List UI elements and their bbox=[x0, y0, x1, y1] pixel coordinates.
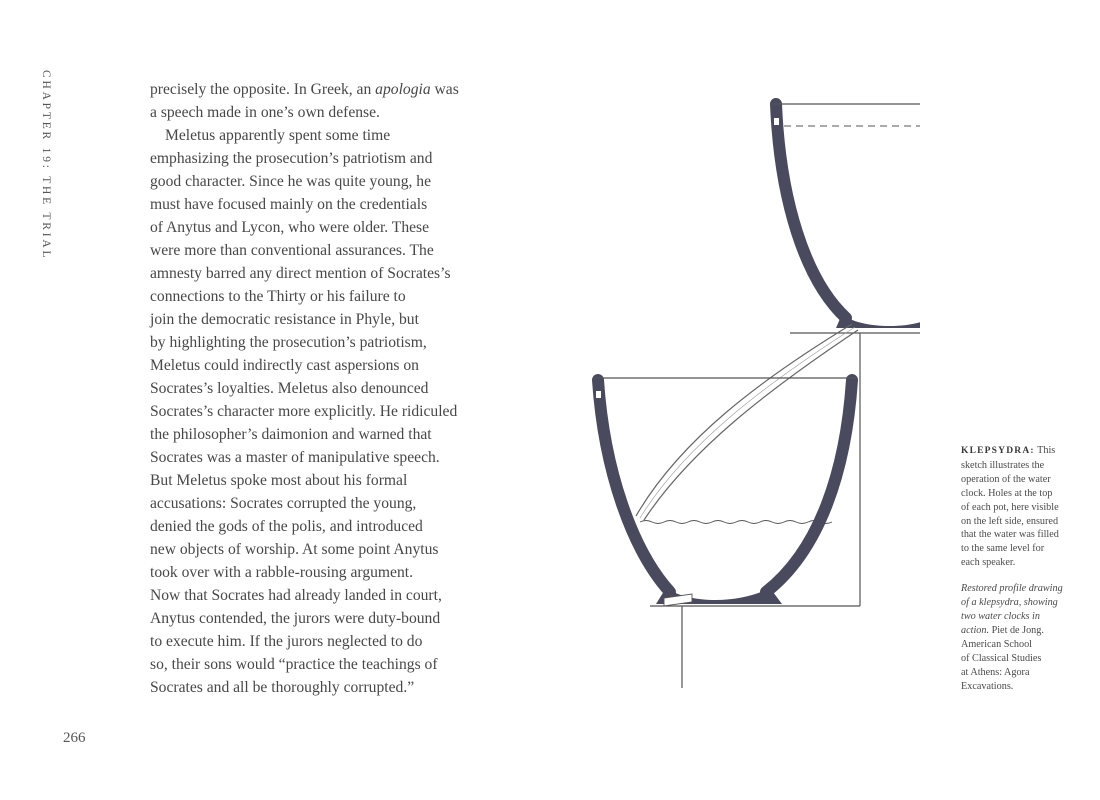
body-line bbox=[150, 216, 490, 239]
body-segment: Meletus could indirectly cast aspersions on bbox=[150, 357, 419, 374]
body-segment: precisely the opposite. In Greek, an bbox=[150, 81, 376, 98]
body-segment: Anytus contended, the jurors were duty-bound bbox=[150, 610, 441, 627]
body-line bbox=[150, 147, 490, 170]
caption-text-7: to the same level for bbox=[961, 543, 1045, 555]
body-italic-term: apologia bbox=[375, 81, 431, 98]
credit-line-2: at Athens: Agora bbox=[961, 666, 1030, 678]
body-line bbox=[150, 630, 490, 653]
body-line bbox=[150, 262, 490, 285]
credit-line-0: American School bbox=[961, 638, 1033, 650]
body-line bbox=[150, 285, 490, 308]
credit-italic-0: Restored profile drawing bbox=[961, 583, 1063, 595]
body-segment: to execute him. If the jurors neglected to do bbox=[150, 633, 423, 650]
caption-text-2: operation of the water bbox=[961, 473, 1051, 485]
credit-italic-2: two water clocks in bbox=[961, 610, 1040, 622]
body-segment: good character. Since he was quite young, he bbox=[150, 173, 432, 190]
body-segment: was bbox=[430, 81, 459, 98]
body-segment: accusations: Socrates corrupted the young, bbox=[150, 495, 417, 512]
upper-pot-left-wall bbox=[776, 104, 846, 318]
body-segment: Socrates and all be thoroughly corrupted.” bbox=[150, 679, 415, 696]
caption-credit bbox=[961, 582, 1073, 693]
body-line bbox=[150, 446, 490, 469]
body-line bbox=[150, 354, 490, 377]
running-head: CHAPTER 19: THE TRIAL bbox=[40, 70, 52, 261]
caption-text-1: sketch illustrates the bbox=[961, 459, 1045, 471]
body-segment: must have focused mainly on the credentials bbox=[150, 196, 428, 213]
body-segment: join the democratic resistance in Phyle, but bbox=[150, 311, 419, 328]
body-segment: were more than conventional assurances. The bbox=[150, 242, 434, 259]
body-line bbox=[150, 515, 490, 538]
body-line bbox=[150, 469, 490, 492]
body-line bbox=[150, 170, 490, 193]
caption-text-0: This bbox=[1037, 445, 1056, 456]
credit-italic-3: action. bbox=[961, 624, 990, 636]
caption-text-5: on the left side, ensured bbox=[961, 515, 1059, 527]
klepsydra-figure bbox=[580, 96, 920, 696]
lower-pot-left-wall bbox=[598, 380, 670, 592]
body-segment: the philosopher’s daimonion and warned that bbox=[150, 426, 432, 443]
klepsydra-drawing bbox=[580, 96, 920, 696]
body-line bbox=[150, 400, 490, 423]
body-line bbox=[150, 492, 490, 515]
lower-pot-hole bbox=[596, 391, 601, 398]
body-segment: a speech made in one’s own defense. bbox=[150, 104, 380, 121]
body-segment: by highlighting the prosecution’s patriotism, bbox=[150, 334, 427, 351]
body-segment: But Meletus spoke most about his formal bbox=[150, 472, 408, 489]
caption-label: KLEPSYDRA: bbox=[961, 446, 1035, 456]
body-line bbox=[150, 423, 490, 446]
body-segment: Socrates’s character more explicitly. He ridiculed bbox=[150, 403, 458, 420]
credit-roman-first: Piet de Jong. bbox=[991, 624, 1044, 636]
credit-line-1: of Classical Studies bbox=[961, 652, 1042, 664]
body-line bbox=[150, 78, 490, 101]
body-line bbox=[150, 308, 490, 331]
body-segment: Now that Socrates had already landed in court, bbox=[150, 587, 442, 604]
caption-text-8: each speaker. bbox=[961, 557, 1016, 569]
body-segment: Socrates was a master of manipulative speech. bbox=[150, 449, 440, 466]
body-line bbox=[150, 101, 490, 124]
body-line bbox=[150, 124, 490, 147]
body-text bbox=[150, 78, 490, 699]
body-line bbox=[150, 193, 490, 216]
figure-caption bbox=[961, 444, 1073, 693]
caption-text-4: of each pot, here visible bbox=[961, 501, 1059, 513]
body-segment: took over with a rabble-rousing argument. bbox=[150, 564, 414, 581]
caption-description bbox=[961, 444, 1073, 570]
body-segment: amnesty barred any direct mention of Socrates’s bbox=[150, 265, 451, 282]
body-segment: new objects of worship. At some point Anytus bbox=[150, 541, 439, 558]
body-segment: so, their sons would “practice the teachings of bbox=[150, 656, 438, 673]
body-line bbox=[150, 676, 490, 699]
body-segment: of Anytus and Lycon, who were older. These bbox=[150, 219, 430, 236]
body-segment: Socrates’s loyalties. Meletus also denounced bbox=[150, 380, 429, 397]
lower-water-surface bbox=[640, 521, 832, 524]
page-number: 266 bbox=[63, 730, 86, 746]
body-segment: Meletus apparently spent some time bbox=[165, 127, 391, 144]
body-line bbox=[150, 538, 490, 561]
body-segment: denied the gods of the polis, and introduced bbox=[150, 518, 423, 535]
credit-italic-1: of a klepsydra, showing bbox=[961, 597, 1058, 609]
body-line bbox=[150, 239, 490, 262]
credit-line-3: Excavations. bbox=[961, 680, 1014, 692]
water-stream-mid bbox=[640, 327, 855, 518]
upper-pot-hole bbox=[774, 118, 779, 125]
body-line bbox=[150, 377, 490, 400]
klepsydra-group bbox=[590, 104, 920, 688]
body-segment: emphasizing the prosecution’s patriotism and bbox=[150, 150, 433, 167]
body-line bbox=[150, 331, 490, 354]
body-line bbox=[150, 584, 490, 607]
caption-text-6: that the water was filled bbox=[961, 529, 1059, 541]
body-line bbox=[150, 607, 490, 630]
body-segment: connections to the Thirty or his failure to bbox=[150, 288, 406, 305]
body-line bbox=[150, 653, 490, 676]
lower-pot-right-wall bbox=[766, 380, 852, 592]
body-line bbox=[150, 561, 490, 584]
caption-text-3: clock. Holes at the top bbox=[961, 487, 1053, 499]
